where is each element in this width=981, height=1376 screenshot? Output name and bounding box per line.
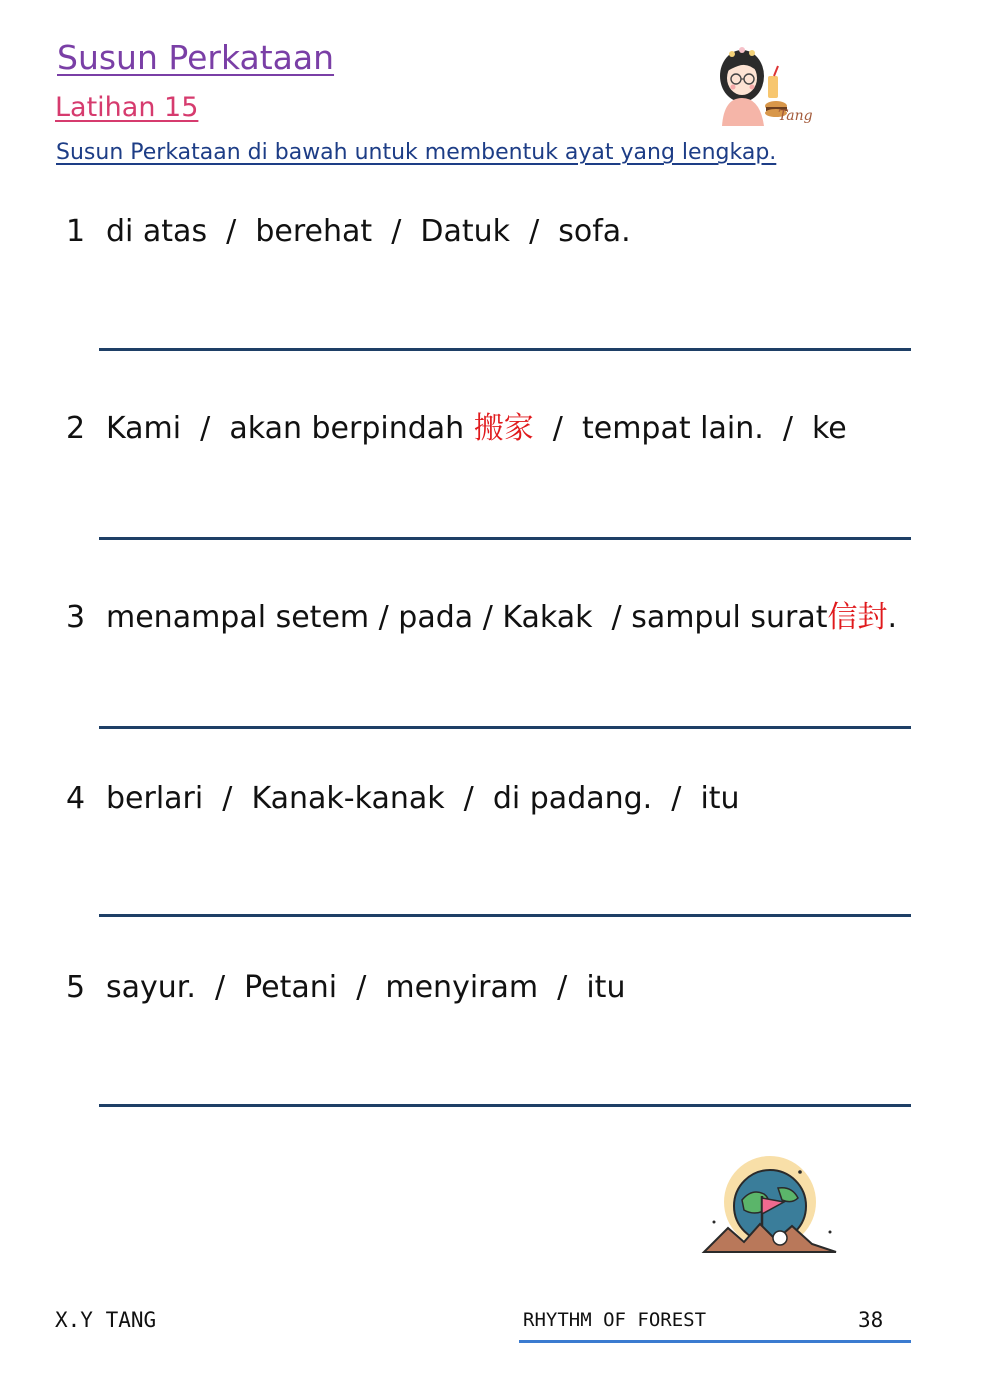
page-number: 38: [858, 1308, 884, 1332]
question-number: 1: [66, 214, 86, 249]
answer-line-3[interactable]: [99, 726, 911, 729]
question-words: berlari / Kanak-kanak / di padang. / itu: [106, 781, 740, 816]
question-1: [66, 214, 631, 254]
answer-line-4[interactable]: [99, 914, 911, 917]
chinese-translation: 信封: [827, 600, 888, 635]
answer-line-1[interactable]: [99, 348, 911, 351]
question-3: [66, 592, 898, 635]
chinese-translation: 搬家: [473, 411, 534, 446]
question-words: Kami / akan berpindah: [106, 411, 474, 446]
exercise-label: Latihan 15: [55, 92, 199, 123]
footer-series: RHYTHM OF FOREST: [523, 1309, 707, 1331]
girl-avatar-icon: [712, 40, 813, 126]
footer-divider: [519, 1340, 911, 1343]
instruction-text: Susun Perkataan di bawah untuk membentuk ayat yang lengkap.: [56, 140, 777, 165]
question-words: di atas / berehat / Datuk / sofa.: [106, 214, 631, 249]
logo-text: Tang: [778, 108, 813, 124]
question-words-end: / tempat lain. / ke: [533, 411, 847, 446]
answer-line-5[interactable]: [99, 1104, 911, 1107]
question-number: 5: [66, 970, 86, 1005]
question-number: 3: [66, 600, 86, 635]
question-4: [66, 781, 740, 821]
question-words-end: .: [887, 600, 898, 635]
planet-flag-icon: [700, 1152, 840, 1256]
answer-line-2[interactable]: [99, 537, 911, 540]
question-number: 2: [66, 411, 86, 446]
page-title: Susun Perkataan: [57, 38, 335, 77]
question-words: menampal setem / pada / Kakak / sampul surat: [106, 600, 828, 635]
question-words: sayur. / Petani / menyiram / itu: [106, 970, 626, 1005]
question-number: 4: [66, 781, 86, 816]
footer-author: X.Y TANG: [55, 1308, 157, 1332]
question-2: [66, 403, 847, 446]
question-5: [66, 970, 625, 1010]
